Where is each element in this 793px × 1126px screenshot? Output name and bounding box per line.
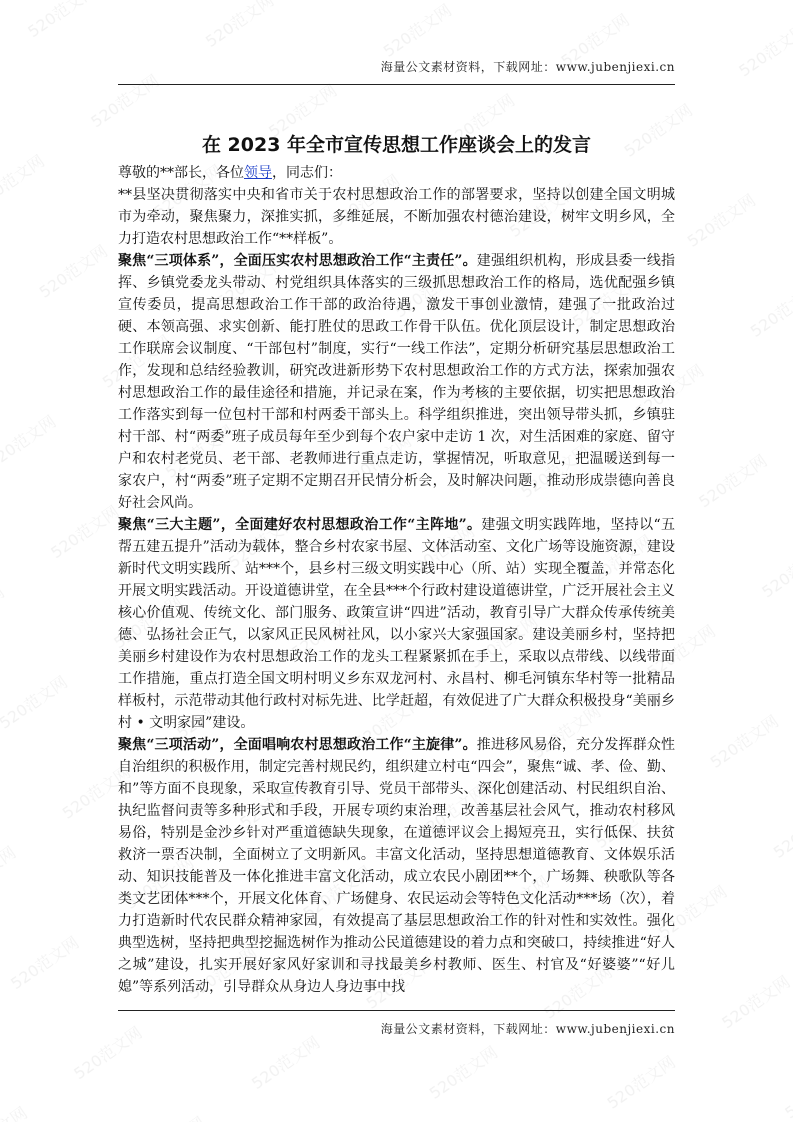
- document-title: 在 2023 年全市宣传思想工作座谈会上的发言: [201, 134, 592, 156]
- section-lead-3: 聚焦“三项活动”，全面唱响农村思想政治工作“主旋律”。: [118, 737, 477, 753]
- document-body: [118, 162, 675, 1008]
- salutation: [118, 162, 675, 184]
- section-body-2: 建强文明实践阵地，坚持以“五帮五建五提升”活动为载体，整合乡村农家书屋、文体活动室、文化广场等设施资源，建设新时代文明实践所、站***个，县乡村三级文明实践中心（所、站）实现全覆盖，并常态化开展文明实践活动。开设道德讲堂，在全县***个行政村建设道德讲堂，广泛开展社会主义核心价值观、传统文化、部门服务、政策宣讲“四进”活动，教育引导广大群众传承传统美德、弘扬社会正气，以家风正民风树社风，以小家兴大家强国家。建设美丽乡村，坚持把美丽乡村建设作为农村思想政治工作的龙头工程紧紧抓在手上，采取以点带线、以线带面工作措施，重点打造全国文明村明义乡东双龙河村、永昌村、柳毛河镇东华村等一批精品样板村，示范带动其他行政村对标先进、比学赶超，有效促进了广大群众积极投身“美丽乡村 • 文明家园”建设。: [118, 517, 675, 731]
- section-lead-2: 聚焦“三大主题”，全面建好农村思想政治工作“主阵地”。: [118, 517, 482, 533]
- section-body-1: 建强组织机构，形成县委一线指挥、乡镇党委龙头带动、村党组织具体落实的三级抓思想政治工作的格局，选优配强乡镇宣传委员，提高思想政治工作干部的政治待遇，激发干事创业激情，建强了一批政治过硬、本领高强、求实创新、能打胜仗的思政工作骨干队伍。优化顶层设计，制定思想政治工作联席会议制度、“干部包村”制度，实行“一线工作法”，定期分析研究基层思想政治工作，发现和总结经验教训，研究改进新形势下农村思想政治工作的方式方法，探索加强农村思想政治工作的最佳途径和措施，并记录在案，作为考核的主要依据，切实把思想政治工作落实到每一位包村干部和村两委干部头上。科学组织推进，突出领导带头抓，乡镇驻村干部、村“两委”班子成员每年至少到每个农户家中走访 1 次，对生活困难的家庭、留守户和农村老党员、老干部、老教师进行重点走访，掌握情况，听取意见，把温暖送到每一家农户，村“两委”班子定期不定期召开民情分析会，及时解决问题，推动形成崇德向善良好社会风尚。: [118, 253, 675, 511]
- salutation-before: 尊敬的**部长，各位: [118, 165, 244, 181]
- page-header: [118, 48, 675, 85]
- footer-download-text: 海量公文素材资料，下载网址：www.jubenjiexi.cn: [380, 1021, 675, 1036]
- section-paragraph-3: [118, 734, 675, 998]
- intro-paragraph: **县坚决贯彻落实中央和省市关于农村思想政治工作的部署要求，坚持以创建全国文明城市为牵动，聚焦聚力，深推实抓，多维延展，不断加强农村德治建设，树牢文明乡风，全力打造农村思想政治工作“**样板”。: [118, 187, 675, 247]
- salutation-after: ，同志们：: [272, 165, 342, 181]
- section-paragraph-1: [118, 250, 675, 514]
- header-download-text: 海量公文素材资料，下载网址：www.jubenjiexi.cn: [380, 59, 675, 74]
- page-footer: [118, 1010, 675, 1045]
- section-body-3: 推进移风易俗，充分发挥群众性自治组织的积极作用，制定完善村规民约，组织建立村屯“四会”，聚焦“诚、孝、俭、勤、和”等方面不良现象，采取宣传教育引导、党员干部带头、深化创建活动、村民组织自治、执纪监督问责等多种形式和手段，开展专项约束治理，改善基层社会风气，推动农村移风易俗，特别是金沙乡针对严重道德缺失现象，在道德评议会上揭短亮丑，实行低保、扶贫救济一票否决制，全面树立了文明新风。丰富文化活动，坚持思想道德教育、文体娱乐活动、知识技能普及一体化推进丰富文化活动，成立农民小剧团**个，广场舞、秧歌队等各类文艺团体***个，开展文化体育、广场健身、农民运动会等特色文化活动***场（次），着力打造新时代农民群众精神家园，有效提高了基层思想政治工作的针对性和实效性。强化典型选树，坚持把典型挖掘选树作为推动公民道德建设的着力点和突破口，持续推进“好人之城”建设，扎实开展好家风好家训和寻找最美乡村教师、医生、村官及“好婆婆”“好儿媳”等系列活动，引导群众从身边人身边事中找: [118, 737, 675, 995]
- section-lead-1: 聚焦“三项体系”，全面压实农村思想政治工作“主责任”。: [118, 253, 477, 269]
- leader-link[interactable]: 领导: [244, 165, 272, 181]
- section-paragraph-2: [118, 514, 675, 734]
